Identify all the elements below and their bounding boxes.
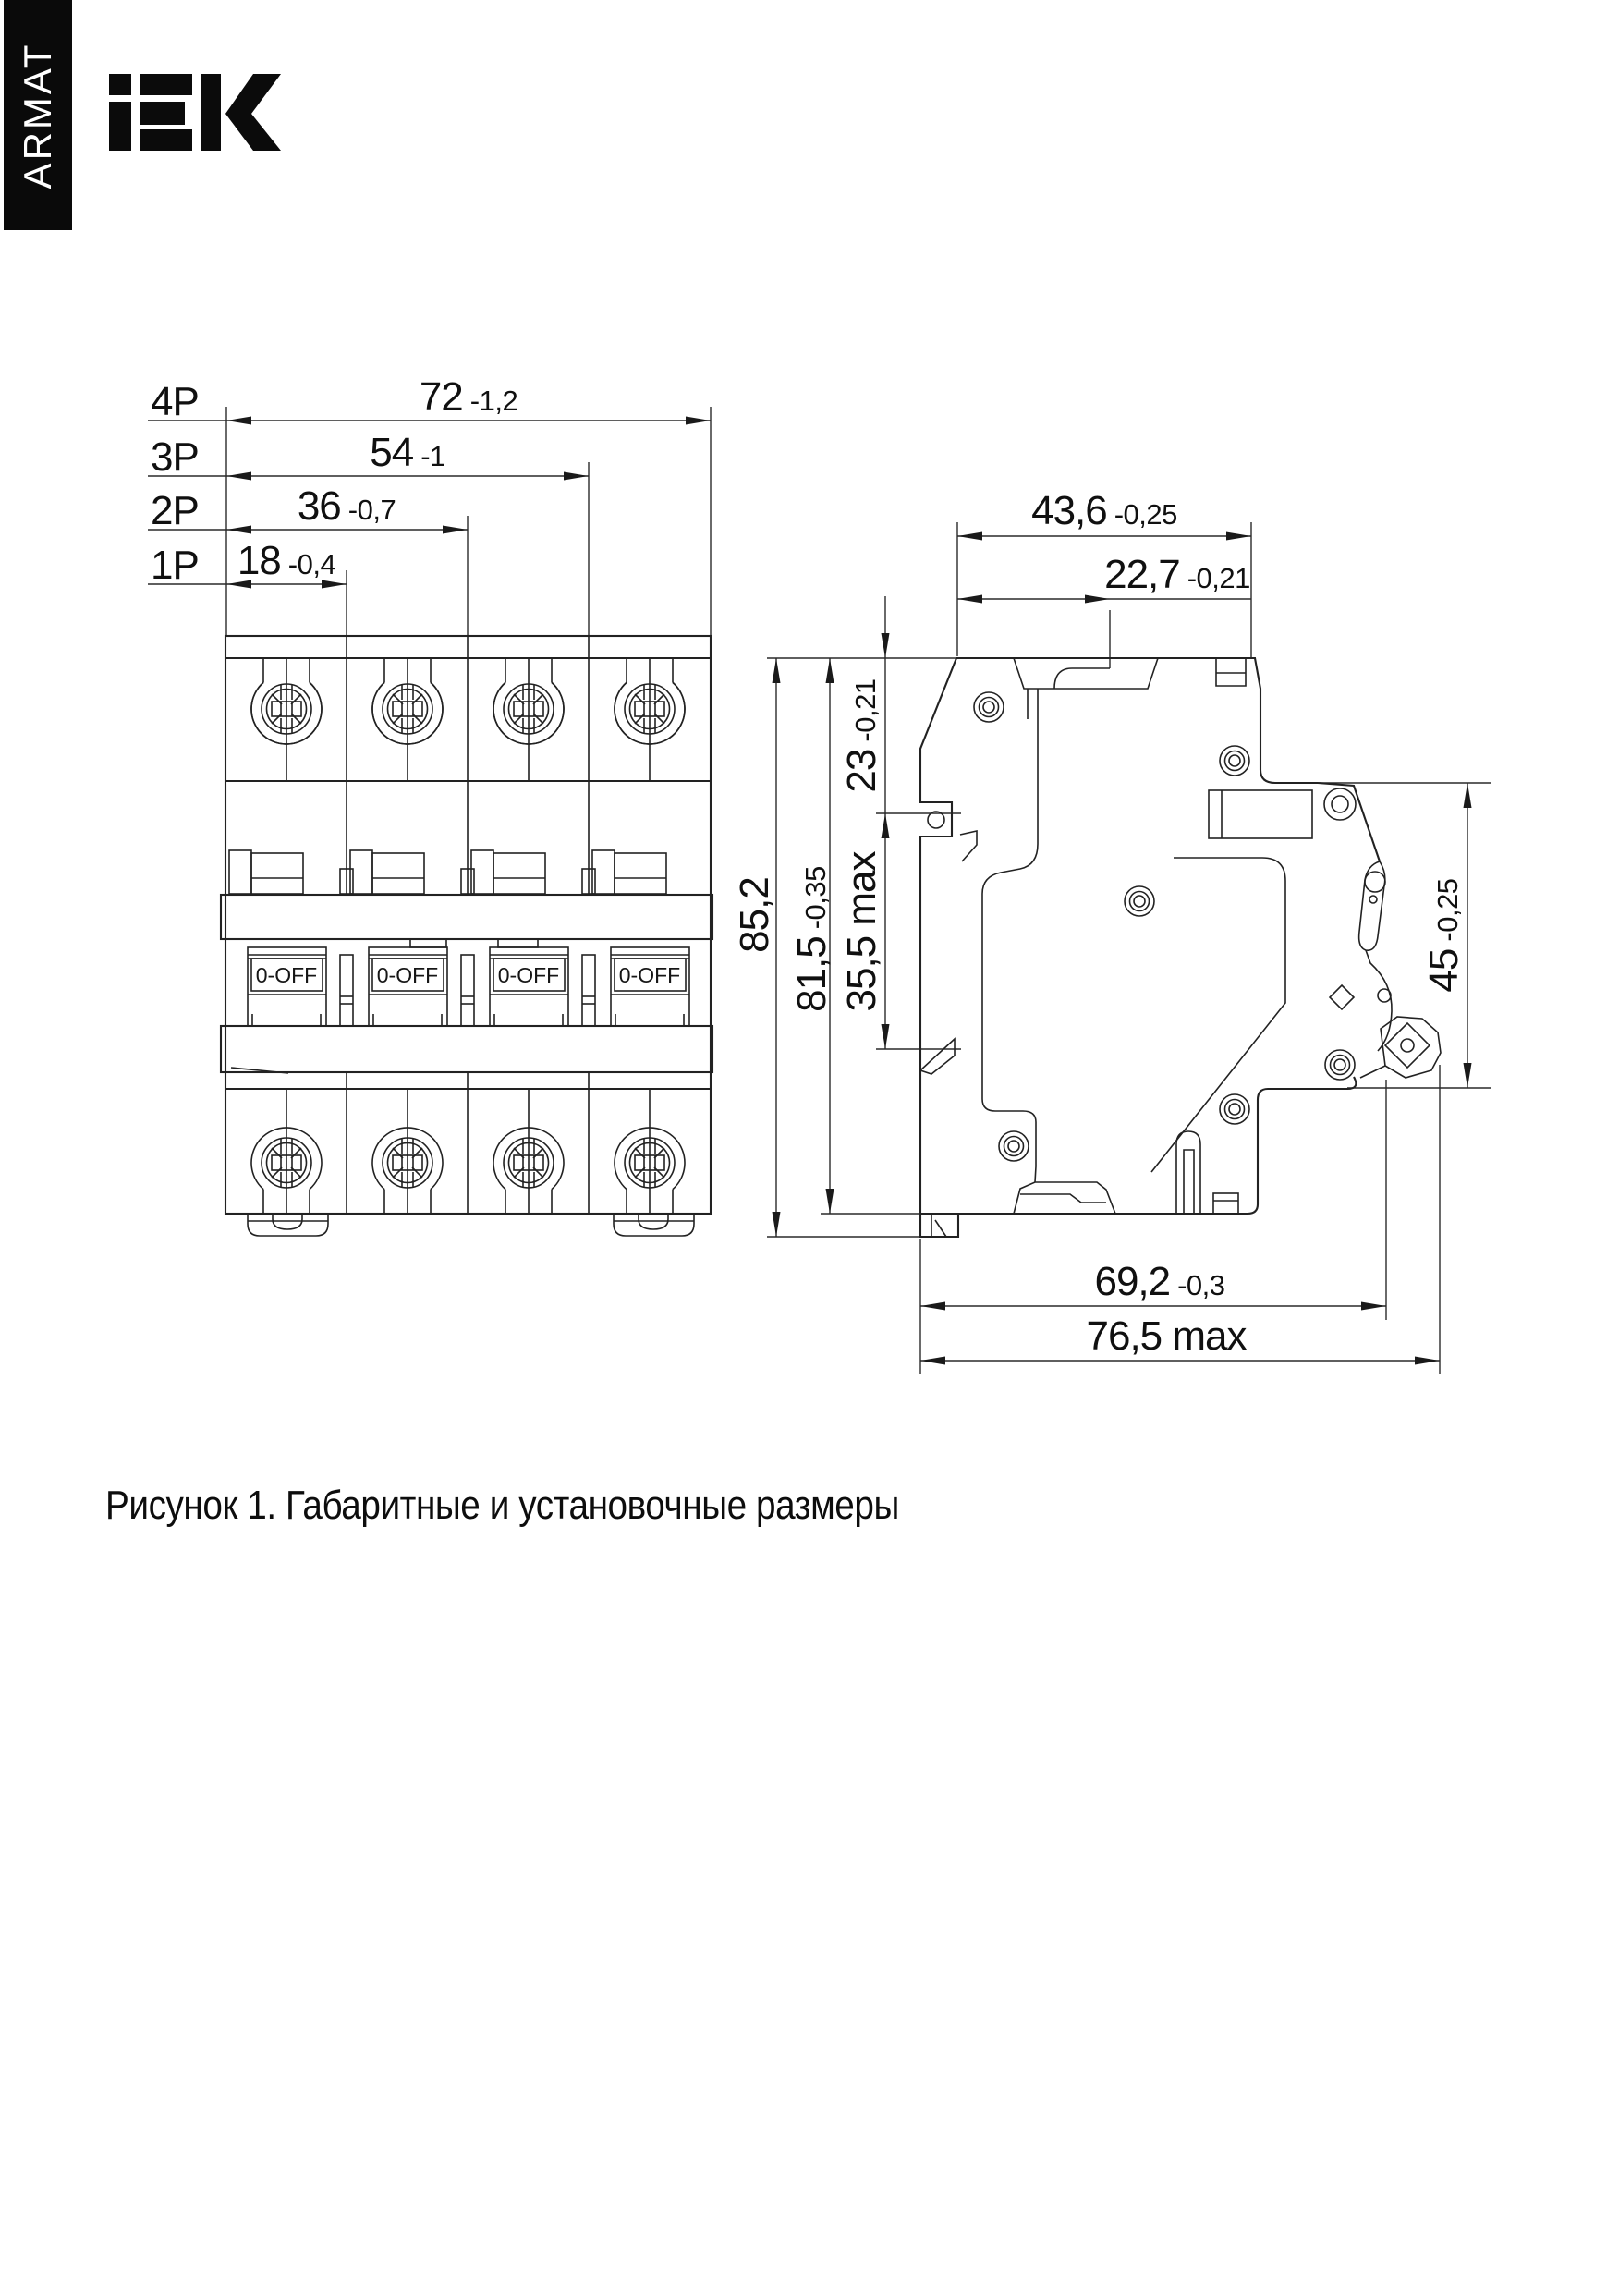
breaker-side-body bbox=[920, 658, 1441, 1237]
dim-din-notch: 23-0,21 bbox=[839, 678, 884, 793]
toggle-link-pin-2 bbox=[461, 955, 474, 1026]
dim-depth-overall: 76,5 max bbox=[1086, 1313, 1247, 1359]
front-view bbox=[148, 407, 712, 1236]
dim-clip-span: 35,5 max bbox=[839, 851, 884, 1012]
logo-e-bottom bbox=[140, 129, 192, 151]
toggle-link-pin-3 bbox=[582, 955, 595, 1026]
logo-k-stem bbox=[201, 74, 221, 151]
logo-k-lower-arm bbox=[225, 114, 281, 151]
pole-label-1p: 1P bbox=[151, 543, 199, 588]
din-tab-left bbox=[248, 1214, 328, 1236]
dim-depth-body: 69,2 -0,3 bbox=[1094, 1259, 1225, 1304]
toggle-link-pin-1 bbox=[340, 955, 353, 1026]
rivet-1 bbox=[974, 692, 1004, 722]
logo-i-body bbox=[109, 102, 131, 151]
figure-caption: Рисунок 1. Габаритные и установочные размеры bbox=[105, 1483, 899, 1528]
dim-height-overall: 85,2 bbox=[732, 877, 777, 953]
dim-width-top: 43,6 -0,25 bbox=[1031, 488, 1177, 533]
breaker-front-body bbox=[225, 636, 711, 1214]
iek-logo bbox=[109, 74, 281, 151]
technical-drawing: 0-OFF 4P 3P 2P 1P 72 -1,2 54 -1 36 -0,7 18 -0,4 43,6 -0,25 22,7 -0,21 23-0,21 35,5 max 85,2 81,5-0,35 45-0,25 69,2 -0,3 76,5 max bbox=[0, 0, 1619, 2296]
dim-width-front: 22,7 -0,21 bbox=[1104, 552, 1250, 597]
logo-e-top bbox=[140, 74, 192, 95]
din-tab-right bbox=[614, 1214, 694, 1236]
dimension-labels bbox=[151, 374, 1467, 1359]
dim-front-height: 45-0,25 bbox=[1421, 878, 1467, 993]
dim-width-3p: 54 -1 bbox=[370, 430, 445, 475]
rivet-2 bbox=[1220, 746, 1249, 776]
rivet-4 bbox=[999, 1131, 1029, 1161]
pole-label-3p: 3P bbox=[151, 434, 199, 480]
dim-width-2p: 36 -0,7 bbox=[297, 483, 396, 529]
logo-i-dot bbox=[109, 74, 131, 95]
logo-e-mid bbox=[140, 102, 185, 125]
logo-k-upper-arm bbox=[225, 74, 281, 114]
armat-series-label: ARMAT bbox=[16, 42, 59, 189]
dim-height-body: 81,5-0,35 bbox=[789, 866, 834, 1012]
dim-width-4p: 72 -1,2 bbox=[419, 374, 518, 420]
rivet-6 bbox=[1325, 1050, 1355, 1080]
pole-label-4p: 4P bbox=[151, 379, 199, 424]
pole-label-2p: 2P bbox=[151, 488, 199, 533]
dim-width-1p: 18 -0,4 bbox=[237, 538, 336, 583]
rivet-3 bbox=[1125, 886, 1154, 916]
rivet-5 bbox=[1220, 1094, 1249, 1124]
